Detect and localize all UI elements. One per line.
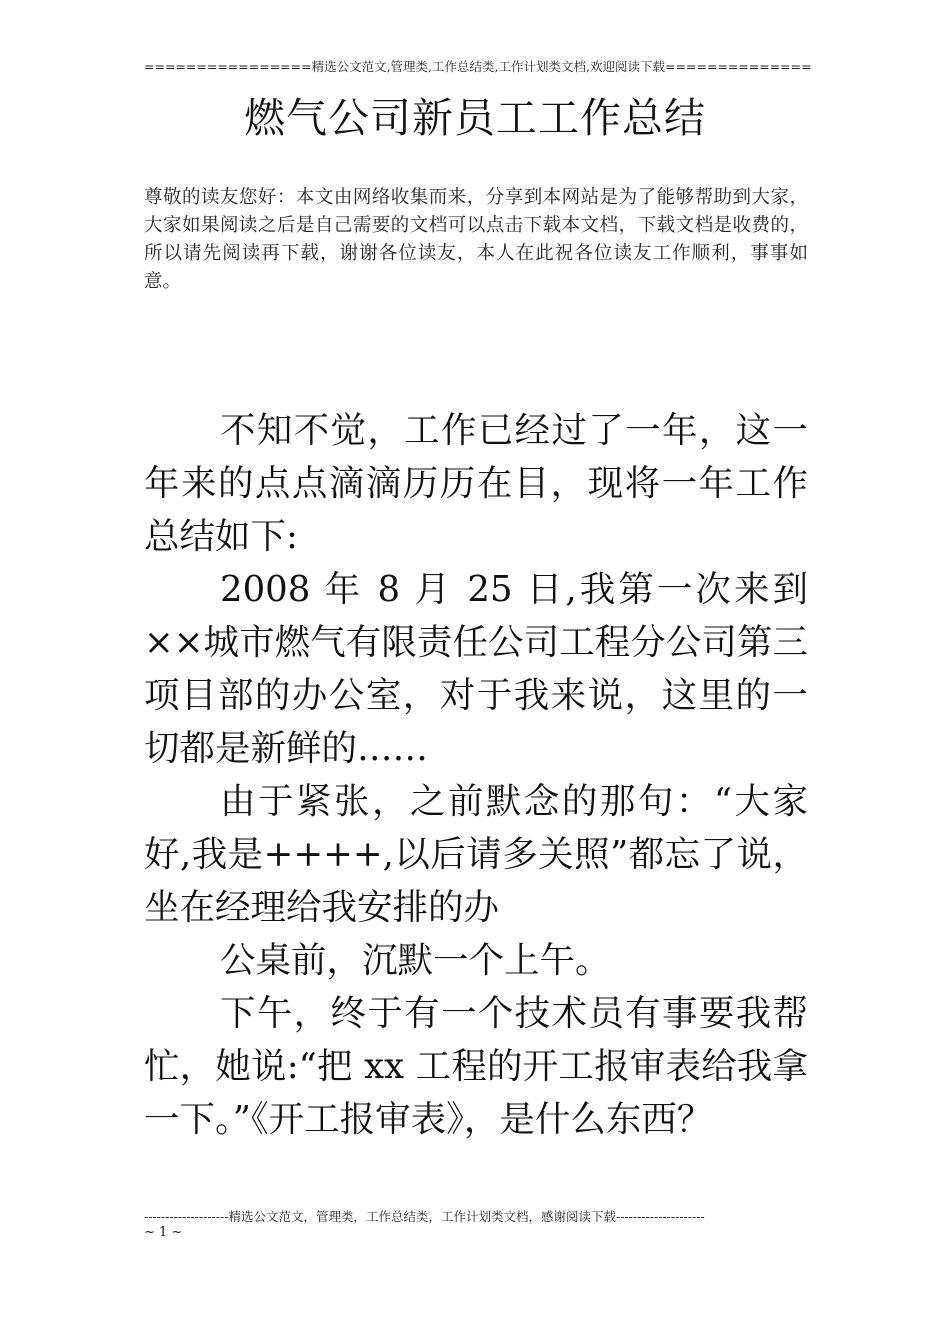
body-paragraph: 不知不觉，工作已经过了一年，这一年来的点点滴滴历历在目，现将一年工作总结如下: <box>144 410 808 557</box>
body-paragraph: 由于紧张，之前默念的那句：“大家好,我是++++,以后请多关照”都忘了说，坐在经理给我安排的办 <box>144 781 808 928</box>
intro-notice: 尊敬的读友您好：本文由网络收集而来，分享到本网站是为了能够帮助到大家，大家如果阅读之后是自己需要的文档可以点击下载本文档，下载文档是收费的，所以请先阅读再下载，谢谢各位读友，本人在此祝各位读友工作顺利，事事如意。 <box>144 187 808 292</box>
page-number: ~ 1 ~ <box>144 1225 183 1240</box>
document-title: 燃气公司新员工工作总结 <box>244 94 706 142</box>
body-paragraph: 下午，终于有一个技术员有事要我帮忙，她说:“把 xx 工程的开工报审表给我拿一下。”《开工报审表》，是什么东西？ <box>144 993 808 1140</box>
header-banner: ================精选公文范文,管理类,工作总结类,工作计划类文档,欢迎阅读下载============== <box>144 59 812 74</box>
document-body <box>144 404 808 1146</box>
body-paragraph: 2008 年 8 月 25 日,我第一次来到××城市燃气有限责任公司工程分公司第三项目部的办公室，对于我来说，这里的一切都是新鲜的…… <box>144 569 808 769</box>
footer-banner: --------------------精选公文范文，管理类，工作总结类，工作计划类文档，感谢阅读下载--------------------- <box>144 1209 705 1224</box>
body-paragraph: 公桌前，沉默一个上午。 <box>220 940 611 981</box>
